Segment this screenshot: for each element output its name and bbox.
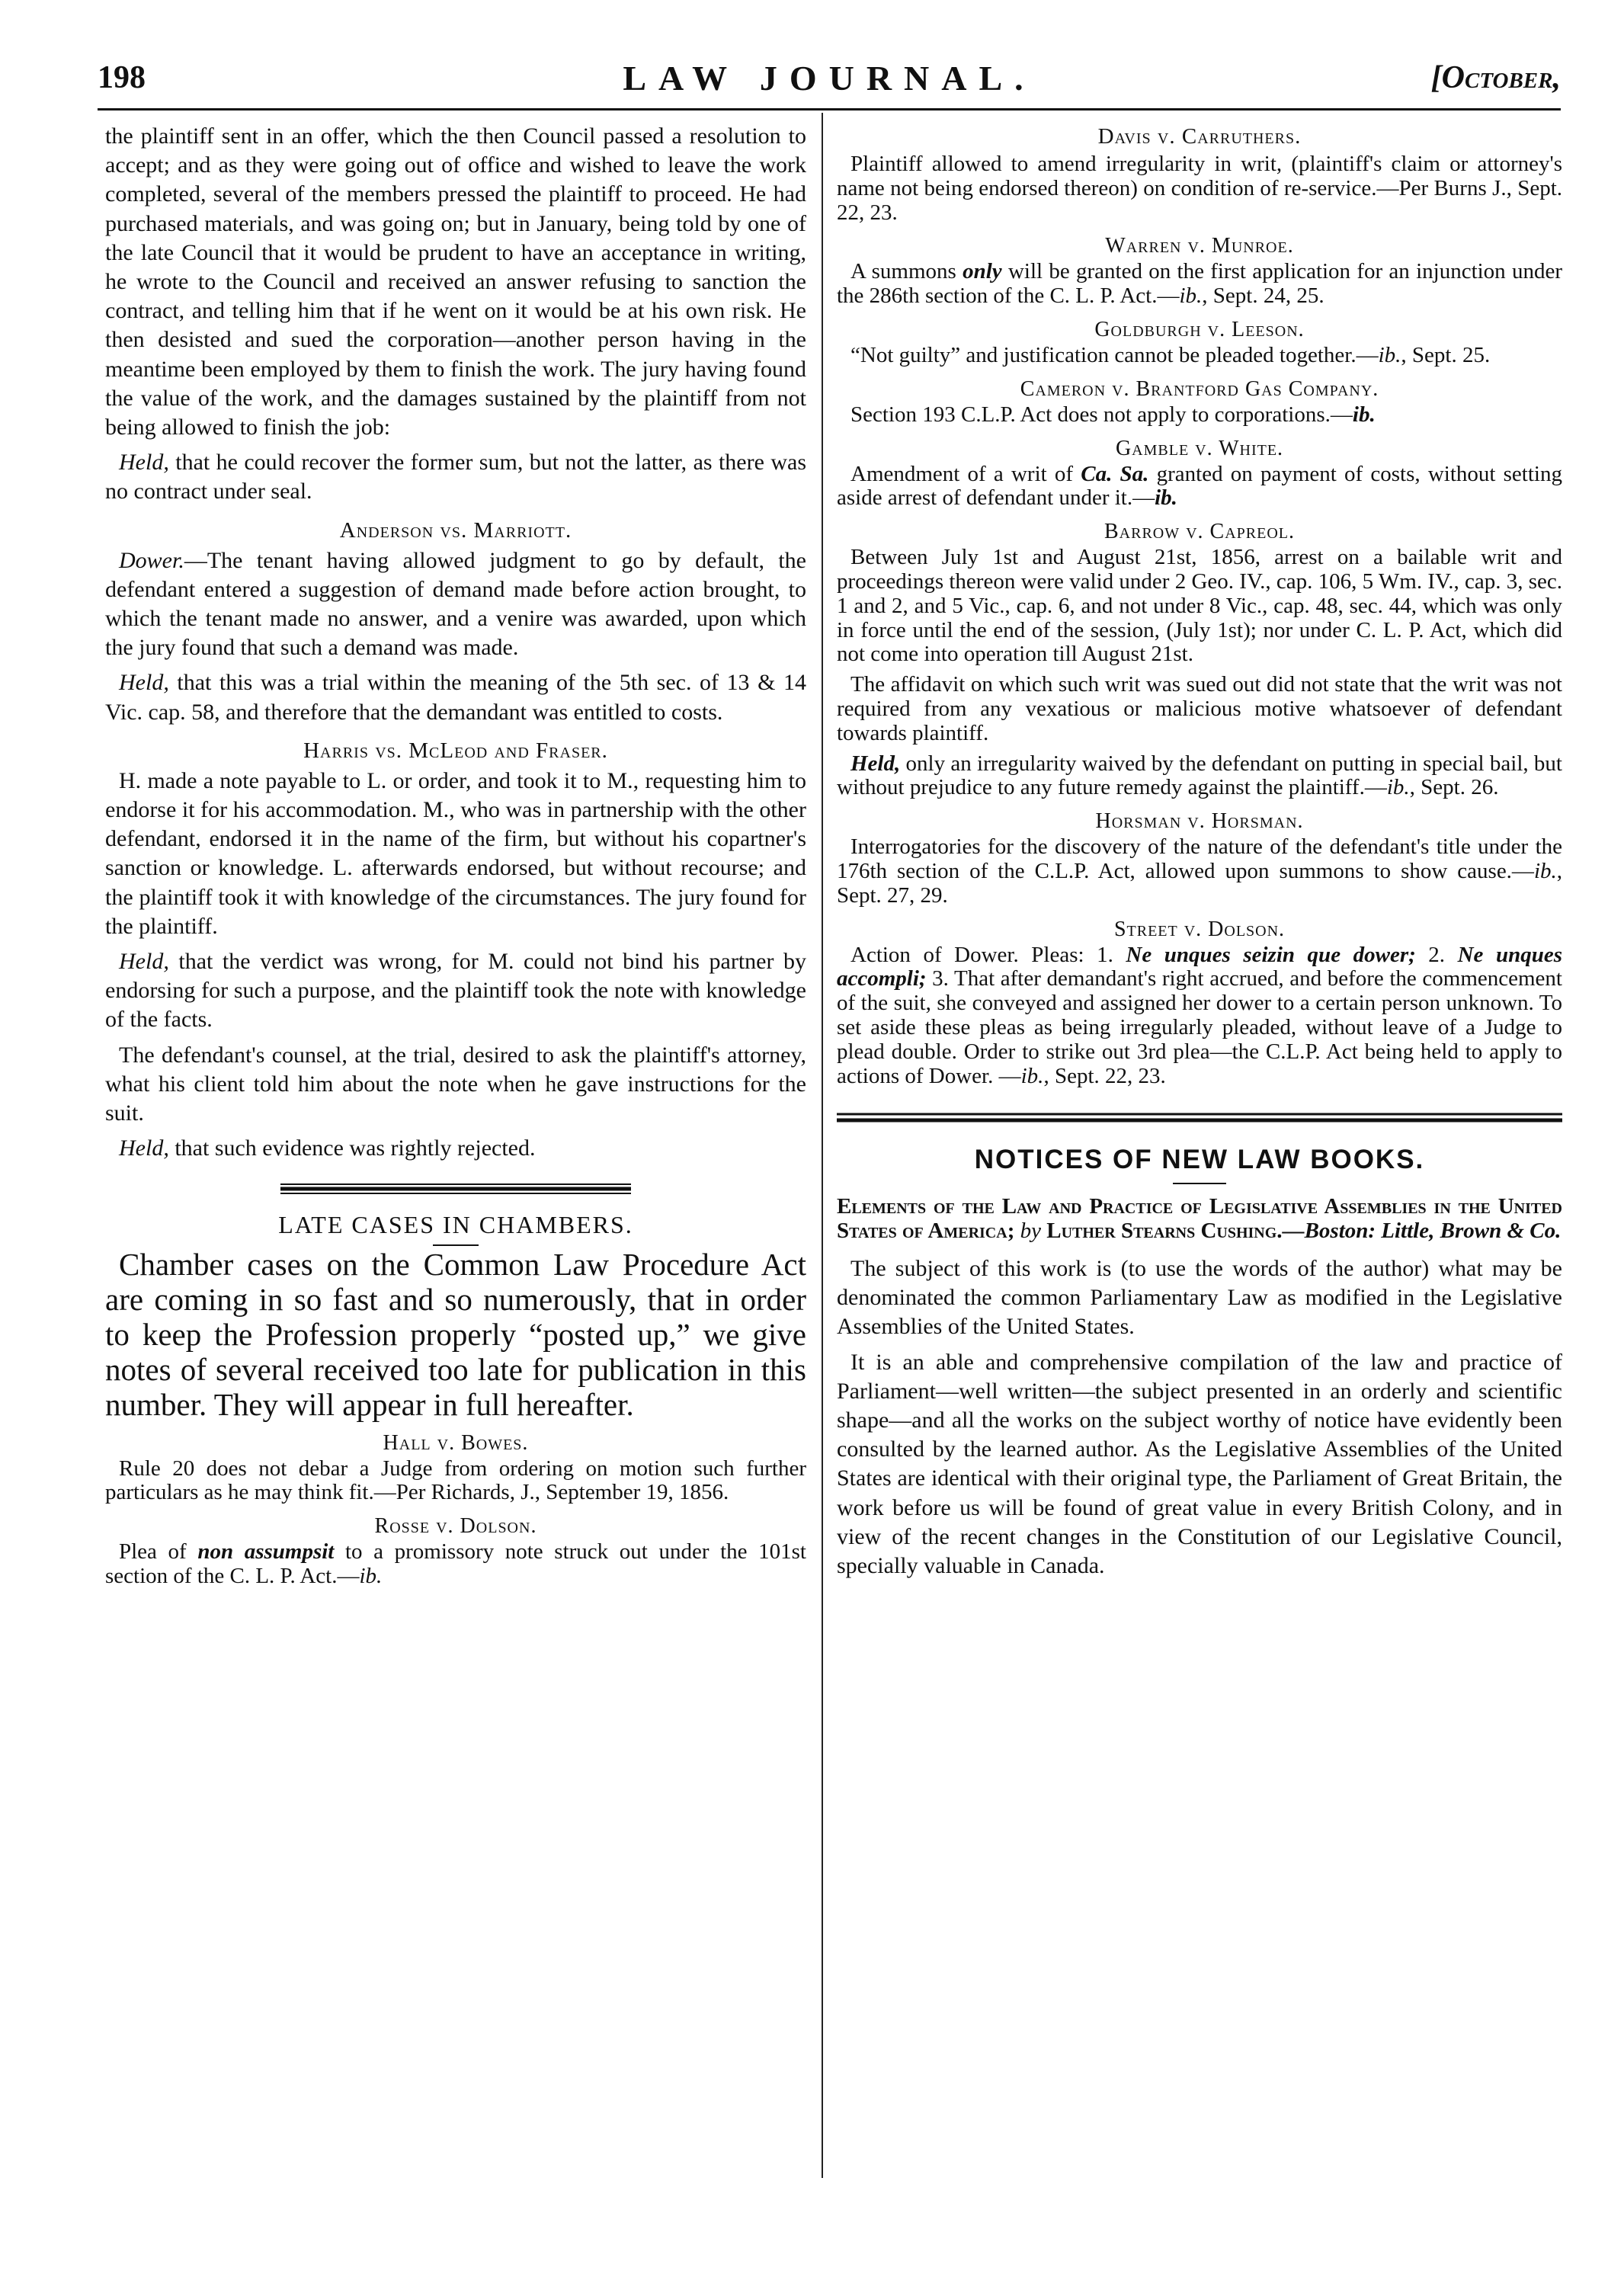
column-divider	[822, 113, 823, 2178]
text-run: 2.	[1415, 942, 1458, 967]
case-harris-held2	[105, 1134, 806, 1163]
case-title-barrow: Barrow v. Capreol.	[1103, 520, 1296, 544]
case-title-anderson: Anderson vs. Marriott.	[339, 517, 572, 543]
text-run: granted on payment of costs, without setting aside arrest of defendant under it.—	[837, 461, 1562, 511]
ibid-mark: ib.	[1179, 283, 1203, 309]
case-title-hall: Hall v. Bowes.	[383, 1430, 529, 1455]
case-barrow-p3	[837, 752, 1562, 801]
case-hall-text: Rule 20 does not debar a Judge from ordering on motion such further particulars as he may think fit.—Per Richards, J., September 19, 1856.	[105, 1456, 806, 1505]
short-rule	[1173, 1180, 1226, 1187]
case-harris-para2: The defendant's counsel, at the trial, desired to ask the plaintiff's attorney, what his client told him about the note when he gave instructions for the suit.	[105, 1042, 806, 1126]
case-anderson-body: —The tenant having allowed judgment to go by default, the defendant entered a suggestion of demand made before action brought, to which the tenant made no answer, and a venire was awarded, upon which the jury found that such a demand was made.	[105, 547, 806, 661]
held-text: that he could recover the former sum, but not the latter, as there was no contract under seal.	[105, 450, 806, 504]
case-title-davis: Davis v. Carruthers.	[1097, 124, 1302, 149]
text-run: , Sept. 25.	[1401, 342, 1491, 367]
held-text: that this was a trial within the meaning of the 5th sec. of 13 & 14 Vic. cap. 58, and therefore that the demandant was entitled to costs.	[105, 670, 806, 725]
case-title-cameron: Cameron v. Brantford Gas Company.	[1020, 376, 1379, 401]
header-rule	[98, 108, 1561, 110]
held-lead: Held,	[119, 670, 169, 696]
held-text: that such evidence was rightly rejected.	[168, 1135, 536, 1161]
section-rule-ornament	[280, 1180, 631, 1197]
case-title-horsman: Horsman v. Horsman.	[1095, 809, 1304, 834]
month-label: [October,	[1430, 60, 1561, 95]
book-citation	[837, 1195, 1562, 1244]
book-publisher: —Boston: Little, Brown & Co.	[1282, 1219, 1562, 1244]
book-author: Luther Stearns Cushing.	[1046, 1219, 1283, 1244]
ibid-mark: ib.	[1533, 858, 1557, 883]
journal-title: LAW JOURNAL.	[623, 59, 1036, 98]
ibid-mark: ib.	[1020, 1063, 1044, 1088]
text-run: , Sept. 22, 23.	[1043, 1063, 1166, 1088]
text-run: Plea of	[119, 1539, 198, 1565]
text-run: , Sept. 27, 29.	[837, 858, 1562, 908]
held-text: that the verdict was wrong, for M. could not bind his partner by endorsing for such a purpose, and the plaintiff took the note with knowledge of the facts.	[105, 949, 806, 1033]
case-title-street: Street v. Dolson.	[1113, 917, 1286, 941]
case-cameron-text	[837, 403, 1562, 428]
ibid-mark: ib.	[1386, 775, 1410, 800]
text-run: to a promissory note struck out under the 101st section of the C. L. P. Act.—	[105, 1539, 806, 1588]
case-anderson-lead: Dower.	[119, 547, 184, 573]
text-run: Action of Dower. Pleas: 1.	[850, 942, 1126, 967]
latin-term: Ne unques seizin que dower;	[1126, 942, 1416, 967]
held-lead: Held,	[850, 751, 901, 776]
latin-term: non assumpsit	[197, 1539, 335, 1565]
page-number: 198	[98, 60, 146, 95]
case-title-goldburgh: Goldburgh v. Leeson.	[1094, 317, 1305, 341]
case-gamble-text	[837, 463, 1562, 511]
book-title: Elements of the Law and Practice of Legislative Assemblies in the United States of America;	[837, 1194, 1562, 1244]
case-goldburgh-text	[837, 344, 1562, 368]
case-barrow-p1: Between July 1st and August 21st, 1856, arrest on a bailable writ and proceedings thereon were valid under 2 Geo. IV., cap. 106, 5 Wm. IV., cap. 3, sec. 1 and 2, and 5 Vic., cap. 6, and not under 8 Vic., cap. 48, sec. 44, which was only in force until the end of the session, (July 1st); nor under C. L. P. Act, which did not come into operation till August 21st.	[837, 545, 1562, 667]
text-run: 3. That after demandant's right accrued, and before the commencement of the suit, she conveyed and assigned her dower to a certain person unknown. To set aside these pleas as being irregularly pleaded, without leave of a Judge to plead double. Order to strike out 3rd plea—the C.L.P. Act being held to apply to actions of Dower. —	[837, 966, 1562, 1088]
case-harris-text: H. made a note payable to L. or order, and took it to M., requesting him to endorse it for his accommodation. M., who was in partnership with the other defendant, endorsed it in the name of the firm, but without his copartner's sanction or knowledge. L. afterwards endorsed, but without recourse; and the plaintiff took it with knowledge of the circumstances. The jury found for the plaintiff.	[105, 767, 806, 939]
case-barrow-p2: The affidavit on which such writ was sued out did not state that the writ was not required from any vexatious or malicious motive whatsoever of defendant towards plaintiff.	[837, 672, 1562, 745]
text-run: will be granted on the first application for an injunction under the 286th section of the C. L. P. Act.—	[837, 259, 1562, 309]
case-anderson-held	[105, 668, 806, 726]
ibid-mark: ib.	[1155, 485, 1177, 511]
emphasis: only	[963, 259, 1002, 284]
held-paragraph	[105, 448, 806, 506]
text-run: by	[1014, 1219, 1047, 1244]
held-lead: Held,	[119, 949, 169, 975]
text-run: , Sept. 26.	[1409, 775, 1499, 800]
case-rosse-text	[105, 1540, 806, 1589]
case-warren-text	[837, 260, 1562, 309]
text-run: only an irregularity waived by the defendant on putting in special bail, but without prejudice to any future remedy against the plaintiff.—	[837, 751, 1562, 800]
case-title-warren: Warren v. Munroe.	[1105, 234, 1294, 258]
running-head	[98, 55, 1561, 108]
text-run: A summons	[850, 259, 963, 284]
right-column	[837, 122, 1562, 1581]
ibid-mark: ib.	[359, 1563, 383, 1588]
case-harris-held	[105, 947, 806, 1035]
text-run: Interrogatories for the discovery of the nature of the defendant's title under the 176th section of the C.L.P. Act, allowed upon summons to show cause.—	[837, 834, 1562, 883]
section-title-chambers: LATE CASES IN CHAMBERS.	[278, 1210, 633, 1238]
intro-paragraph: the plaintiff sent in an offer, which the then Council passed a resolution to accept; and as they were going out of office and wished to leave the work completed, several of the members pressed the plaintiff to proceed. He had purchased materials, and was going on; but in January, being told by one of the late Council that it would be prudent to have an acceptance in writing, he wrote to the Council and received an answer refusing to sanction the contract, and telling him that if he went on it would be at his own risk. He then desisted and sued the corporation—another person having in the meantime been employed by them to finish the work. The jury having found the value of the work, and the damages sustained by the plaintiff from not being allowed to finish the job:	[105, 123, 806, 440]
text-run: “Not guilty” and justification cannot be pleaded together.—	[850, 342, 1379, 367]
chambers-intro: Chamber cases on the Common Law Procedure Act are coming in so fast and so numerously, that in order to keep the Profession properly “posted up,” we give notes of several received too late for publication in this number. They will appear in full hereafter.	[105, 1246, 806, 1422]
case-title-gamble: Gamble v. White.	[1115, 436, 1284, 460]
case-horsman-text	[837, 835, 1562, 908]
case-title-rosse: Rosse v. Dolson.	[374, 1514, 537, 1539]
book-review-p2: It is an able and comprehensive compilation of the law and practice of Parliament—well written—the subject presented in an orderly and scientific shape—and all the works on the subject worthy of notice have evidently been consulted by the learned author. As the Legislative Assemblies of the United States are identical with their original type, the Parliament of Great Britain, the work before us will be found of great value in every British Colony, and in view of the recent changes in the Constitution of our Legislative Council, specially valuable in Canada.	[837, 1349, 1562, 1578]
section-title-notices: NOTICES OF NEW LAW BOOKS.	[974, 1145, 1425, 1175]
held-lead: Held,	[119, 450, 169, 476]
latin-term: Ne unques accompli;	[837, 942, 1563, 991]
ibid-mark: ib.	[1352, 402, 1376, 427]
case-anderson-text	[105, 546, 806, 663]
text-run: Section 193 C.L.P. Act does not apply to corporations.—	[850, 402, 1353, 427]
case-street-text	[837, 943, 1562, 1089]
text-run: , Sept. 24, 25.	[1202, 283, 1325, 309]
held-lead: Held,	[119, 1135, 169, 1161]
left-column	[105, 122, 806, 1589]
case-title-harris: Harris vs. McLeod and Fraser.	[303, 738, 608, 763]
text-run: Amendment of a writ of	[850, 461, 1081, 486]
latin-term: Ca. Sa.	[1081, 461, 1149, 486]
book-review-p1: The subject of this work is (to use the words of the author) what may be denominated the common Parliamentary Law as modified in the Legislative Assemblies of the United States.	[837, 1255, 1562, 1340]
case-davis-text: Plaintiff allowed to amend irregularity in writ, (plaintiff's claim or attorney's name not being endorsed thereon) on condition of re-service.—Per Burns J., Sept. 22, 23.	[837, 152, 1562, 225]
ibid-mark: ib.	[1378, 342, 1401, 367]
section-rule-double	[837, 1111, 1562, 1125]
